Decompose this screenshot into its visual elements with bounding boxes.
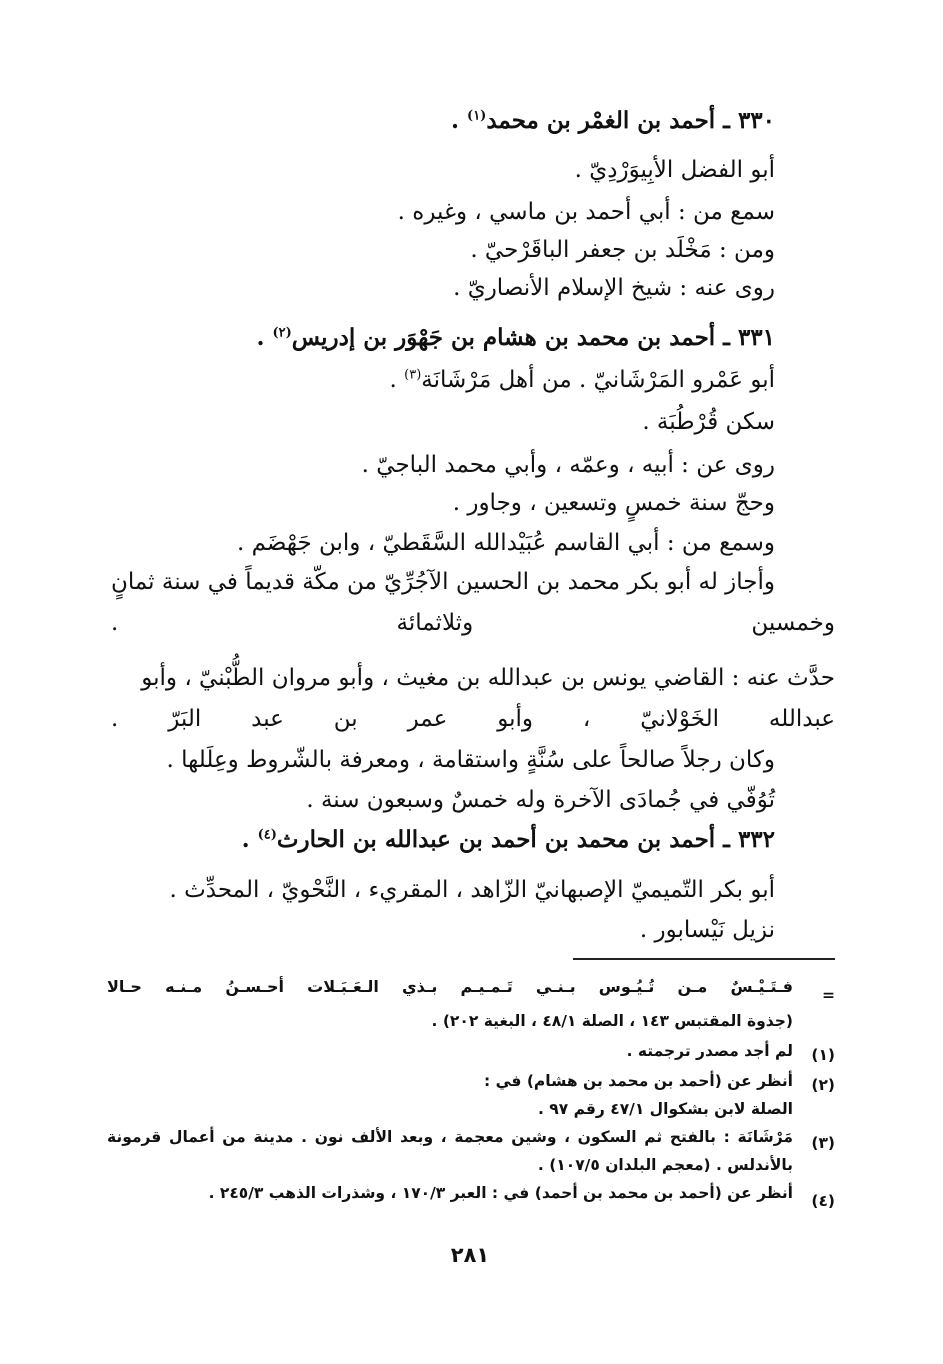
footnote-number: (٤) [811,1192,835,1210]
entry-331-line: سكن قُرْطُبَة . [642,409,775,435]
entry-332-line: أبو بكر التّميميّ الإصبهانيّ الزّاهد ، المقريء ، النَّحْويّ ، المحدِّث . [169,877,775,903]
entry-332-line: نزيل نَيْسابور . [639,917,775,943]
entry-331-line: عبدالله الخَوْلانيّ ، وأبو عمر بن عبد البَرّ . [111,706,835,732]
footnote-text: أنظر عن (أحمد بن محمد بن أحمد) في : العبر ١٧٠/٣ ، وشذرات الذهب ٢٤٥/٣ . [208,1184,793,1202]
entry-330-line: أبو الفضل الأبِيوَرْدِيّ . [574,157,775,183]
entry-331-line: وكان رجلاً صالحاً على سُنَّةٍ واستقامة ، ومعرفة بالشّروط وعِلَلها . [166,747,775,773]
footnote-text: لم أجد مصدر ترجمته . [626,1042,793,1060]
page-number: ٢٨١ [450,1243,490,1267]
entry-332-heading: ٣٣٢ ـ أحمد بن محمد بن أحمد بن عبدالله بن الحارث$^{(٤)}$ . [241,826,775,853]
footnote-ref-2: (٢) [272,325,292,341]
entry-331-line: وحجّ سنة خمسٍ وتسعين ، وجاور . [452,490,775,516]
footnote-continued-marker: = [822,986,835,1004]
entry-331-line: وسمع من : أبي القاسم عُبَيْدالله السَّقَطيّ ، وابن جَهْضَم . [236,530,775,556]
footnote-text: مَرْشَانَة : بالفتح ثم السكون ، وشين معجمة ، وبعد الألف نون . مدينة من أعمال قرمونة [107,1128,793,1146]
entry-330-line: ومن : مَخْلَد بن جعفر الباقَرْحيّ . [470,237,775,263]
footnote-number: (٢) [811,1076,835,1094]
footnote-ref-3: (٣) [404,367,422,383]
entry-330-line: سمع من : أبي أحمد بن ماسي ، وغيره . [397,199,775,225]
footnote-ref-1: (١) [467,108,487,124]
footnote-number: (٣) [811,1134,835,1152]
entry-332-heading-text: ٣٣٢ ـ أحمد بن محمد بن أحمد بن عبدالله بن الحارث [276,826,775,853]
entry-331-line: وخمسين وثلاثمائة . [111,610,835,636]
footnote-number: (١) [811,1046,835,1064]
footnote-ref-4: (٤) [257,827,277,843]
entry-331-line: وأجاز له أبو بكر محمد بن الحسين الآجُرِّيّ من مكّة قديماً في سنة ثمانٍ [110,569,775,595]
entry-331-nisba-text: أبو عَمْرو المَرْشَانيّ . من أهل مَرْشَانَة [421,367,775,393]
footnote-text: أنظر عن (أحمد بن محمد بن هشام) في : [484,1072,793,1090]
entry-331-line: روى عن : أبيه ، وعمّه ، وأبي محمد الباجيّ . [361,452,775,478]
footnote-separator [573,958,835,960]
entry-331-heading-text: ٣٣١ ـ أحمد بن محمد بن هشام بن جَهْوَر بن إدريس [291,324,775,351]
footnote-text: بالأندلس . (معجم البلدان ١٠٧/٥) . [537,1156,793,1174]
entry-331-nisba-line: أبو عَمْرو المَرْشَانيّ . من أهل مَرْشَانَة$^{(٣)}$ . [389,367,775,393]
entry-330-line: روى عنه : شيخ الإسلام الأنصاريّ . [453,275,775,301]
footnote-continued-poem: فـتَـيْـسٌ مـن تُـيُـوس بـنـي تَـمـيـم بـذي الـعَـبَـلات أحـسـنُ مـنـه حـالا [107,977,793,996]
entry-331-line: تُوُفّي في جُمادَى الآخرة وله خمسٌ وسبعون سنة . [306,787,775,813]
entry-331-heading: ٣٣١ ـ أحمد بن محمد بن هشام بن جَهْوَر بن إدريس$^{(٢)}$ . [256,324,775,351]
entry-331-line: حدَّث عنه : القاضي يونس بن عبدالله بن مغيث ، وأبو مروان الطُّبْنيّ ، وأبو [141,665,835,691]
footnote-continued-sources: (جذوة المقتبس ١٤٣ ، الصلة ٤٨/١ ، البغية ٢٠٢) . [431,1012,793,1030]
entry-330-heading-text: ٣٣٠ ـ أحمد بن الغمْر بن محمد [486,107,775,134]
footnote-text: الصلة لابن بشكوال ٤٧/١ رقم ٩٧ . [537,1100,793,1118]
entry-330-heading: ٣٣٠ ـ أحمد بن الغمْر بن محمد$^{(١)}$ . [451,107,775,134]
